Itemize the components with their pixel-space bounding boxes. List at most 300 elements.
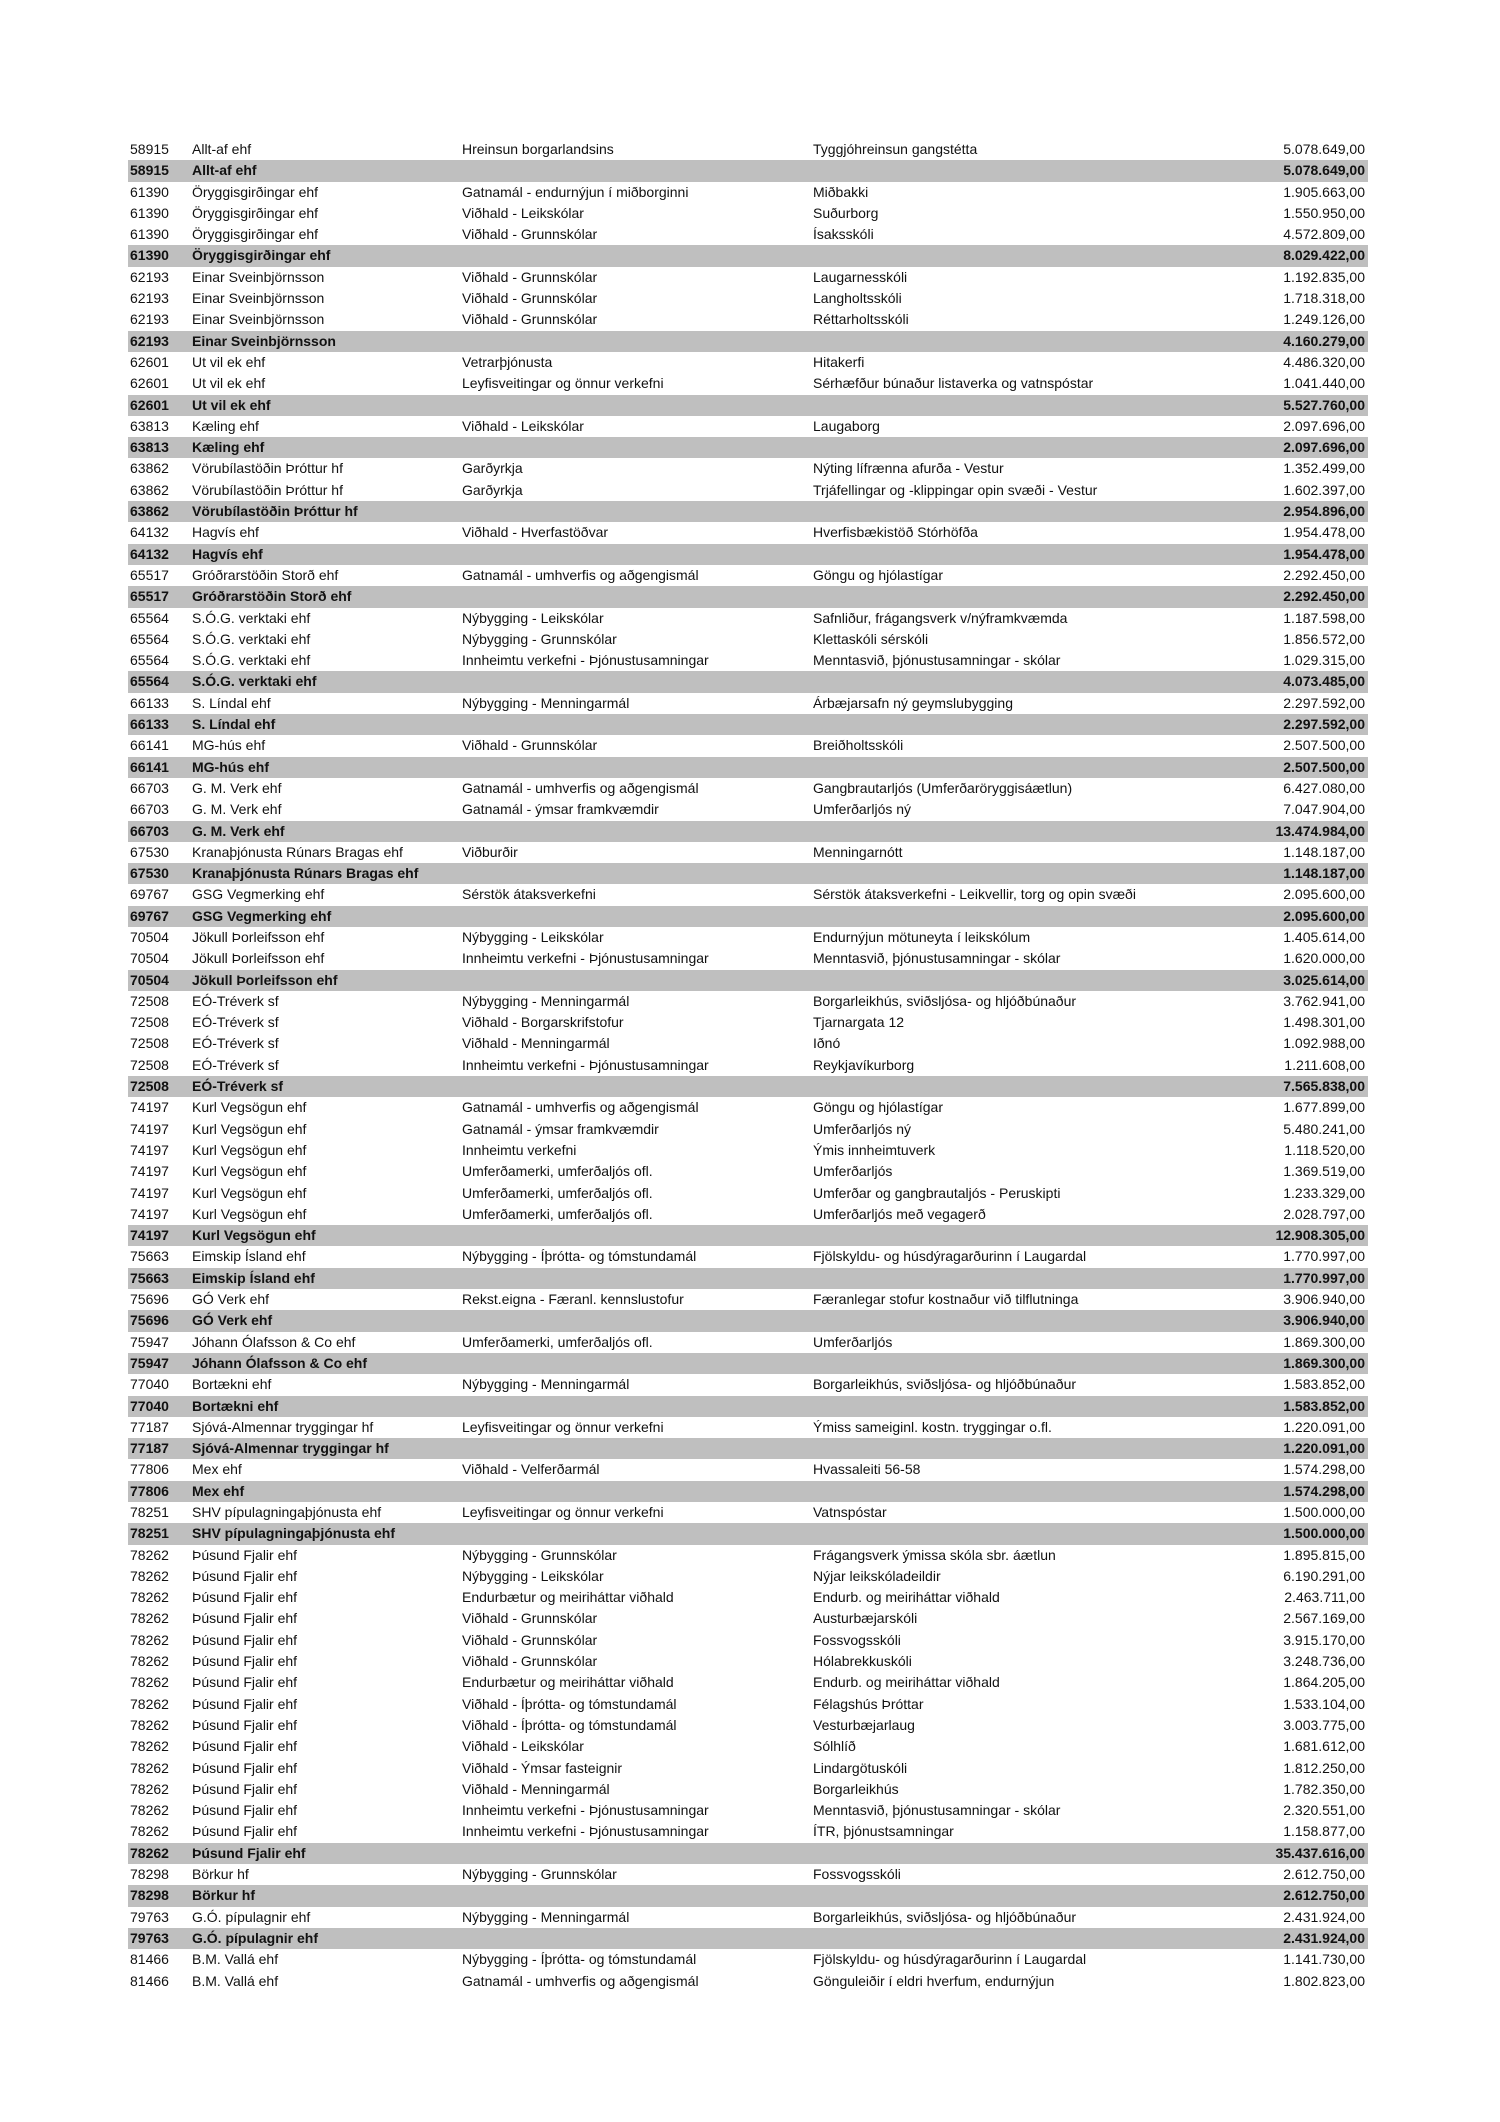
amount-cell: 2.507.500,00 (1283, 737, 1365, 754)
vendor-id-cell: 63862 (128, 501, 190, 522)
category-cell: Viðhald - Grunnskólar (462, 737, 598, 754)
category-cell (460, 160, 811, 181)
payments-table (128, 139, 1368, 1992)
vendor-total-row (128, 544, 1368, 565)
project-cell (811, 544, 1232, 565)
table-row (128, 480, 1368, 501)
amount-cell: 3.025.614,00 (1232, 970, 1368, 991)
vendor-total-row (128, 1396, 1368, 1417)
vendor-id-cell: 66133 (130, 694, 169, 711)
table-row (128, 991, 1368, 1012)
vendor-name-cell: S. Líndal ehf (190, 714, 460, 735)
vendor-name-cell: Allt-af ehf (190, 160, 460, 181)
category-cell (460, 671, 811, 692)
project-cell (811, 1885, 1232, 1906)
vendor-id-cell: 78262 (130, 1823, 169, 1840)
vendor-id-cell: 78298 (130, 1866, 169, 1883)
project-cell: Árbæjarsafn ný geymslubygging (813, 694, 1013, 711)
project-cell (811, 1928, 1232, 1949)
category-cell: Leyfisveitingar og önnur verkefni (462, 1504, 664, 1520)
amount-cell: 1.718.318,00 (1283, 290, 1365, 307)
vendor-id-cell: 78262 (128, 1843, 190, 1864)
project-cell: Laugarnesskóli (813, 268, 908, 285)
table-row (128, 267, 1368, 288)
vendor-name-cell: Ut vil ek ehf (190, 395, 460, 416)
amount-cell: 1.677.899,00 (1283, 1099, 1365, 1116)
table-row (128, 1736, 1368, 1757)
project-cell: Tjarnargata 12 (813, 1014, 905, 1031)
amount-cell: 1.905.663,00 (1283, 183, 1365, 200)
vendor-id-cell: 78262 (130, 1610, 169, 1627)
project-cell: Umferðarljós ný (813, 1120, 912, 1137)
vendor-name-cell: Ut vil ek ehf (192, 375, 266, 392)
amount-cell: 2.431.924,00 (1232, 1928, 1368, 1949)
project-cell (811, 1481, 1232, 1502)
amount-cell: 1.118.520,00 (1284, 1141, 1365, 1158)
amount-cell: 1.954.478,00 (1232, 544, 1368, 565)
category-cell: Nýbygging - Menningarmál (462, 1908, 630, 1925)
category-cell: Gatnamál - endurnýjun í miðborginni (462, 183, 689, 200)
project-cell: Fjölskyldu- og húsdýragarðurinn í Laugardal (813, 1248, 1087, 1265)
amount-cell: 13.474.984,00 (1232, 821, 1368, 842)
table-row (128, 842, 1368, 863)
vendor-total-row (128, 1310, 1368, 1331)
project-cell: Sérstök átaksverkefni - Leikvellir, torg og opin svæði (813, 886, 1136, 903)
category-cell (460, 1310, 811, 1331)
vendor-id-cell: 77806 (128, 1481, 190, 1502)
table-row (128, 1566, 1368, 1587)
table-row (128, 735, 1368, 756)
amount-cell: 2.954.896,00 (1232, 501, 1368, 522)
vendor-name-cell: Bortækni ehf (190, 1396, 460, 1417)
amount-cell: 3.762.941,00 (1283, 992, 1365, 1009)
vendor-total-row (128, 1076, 1368, 1097)
project-cell: Trjáfellingar og -klippingar opin svæði - Vestur (813, 481, 1098, 498)
vendor-name-cell: Kurl Vegsögun ehf (192, 1163, 307, 1180)
amount-cell: 2.292.450,00 (1232, 586, 1368, 607)
project-cell (811, 863, 1232, 884)
vendor-name-cell: Þúsund Fjalir ehf (192, 1716, 298, 1733)
category-cell (460, 1268, 811, 1289)
vendor-total-row (128, 1843, 1368, 1864)
vendor-name-cell: Þúsund Fjalir ehf (192, 1823, 298, 1840)
category-cell (460, 437, 811, 458)
category-cell: Viðhald - Íþrótta- og tómstundamál (462, 1716, 677, 1733)
category-cell: Nýbygging - Menningarmál (462, 1376, 630, 1393)
amount-cell: 7.047.904,00 (1283, 801, 1365, 818)
vendor-total-row (128, 501, 1368, 522)
vendor-name-cell: G.Ó. pípulagnir ehf (190, 1928, 460, 1949)
table-row (128, 1119, 1368, 1140)
category-cell (460, 821, 811, 842)
amount-cell: 1.856.572,00 (1283, 630, 1365, 647)
category-cell (460, 1396, 811, 1417)
vendor-name-cell: Vörubílastöðin Þróttur hf (192, 460, 343, 477)
vendor-id-cell: 65517 (128, 586, 190, 607)
project-cell: Nýjar leikskóladeildir (813, 1567, 941, 1584)
table-row (128, 1800, 1368, 1821)
category-cell (460, 1928, 811, 1949)
vendor-total-row (128, 906, 1368, 927)
vendor-name-cell: Þúsund Fjalir ehf (192, 1802, 298, 1819)
category-cell: Nýbygging - Leikskólar (462, 928, 604, 945)
vendor-id-cell: 63862 (130, 481, 169, 498)
table-row (128, 1183, 1368, 1204)
project-cell (811, 1523, 1232, 1544)
project-cell: Menntasvið, þjónustusamningar - skólar (813, 1802, 1061, 1819)
vendor-name-cell: Hagvís ehf (190, 544, 460, 565)
category-cell: Viðhald - Grunnskólar (462, 1631, 598, 1648)
vendor-name-cell: Sjóvá-Almennar tryggingar hf (190, 1438, 460, 1459)
project-cell: Ýmis innheimtuverk (813, 1141, 936, 1158)
vendor-name-cell: Þúsund Fjalir ehf (192, 1738, 298, 1755)
amount-cell: 1.812.250,00 (1283, 1759, 1365, 1776)
vendor-total-row (128, 1481, 1368, 1502)
table-row (128, 1332, 1368, 1353)
amount-cell: 1.550.950,00 (1283, 204, 1365, 221)
project-cell: Borgarleikhús, sviðsljósa- og hljóðbúnaður (813, 992, 1077, 1009)
vendor-id-cell: 74197 (128, 1225, 190, 1246)
vendor-name-cell: S.Ó.G. verktaki ehf (192, 609, 311, 626)
category-cell: Viðhald - Hverfastöðvar (462, 524, 609, 541)
category-cell: Viðhald - Leikskólar (462, 417, 584, 434)
category-cell: Umferðamerki, umferðaljós ofl. (462, 1184, 653, 1201)
category-cell: Viðhald - Grunnskólar (462, 1653, 598, 1670)
vendor-name-cell: Einar Sveinbjörnsson (192, 290, 325, 307)
project-cell: ÍTR, þjónustsamningar (813, 1823, 954, 1840)
project-cell: Hólabrekkuskóli (813, 1653, 912, 1670)
table-row (128, 182, 1368, 203)
category-cell: Umferðamerki, umferðaljós ofl. (462, 1333, 653, 1350)
project-cell: Sérhæfður búnaður listaverka og vatnspóstar (813, 375, 1094, 392)
vendor-name-cell: Mex ehf (190, 1481, 460, 1502)
vendor-name-cell: Eimskip Ísland ehf (192, 1248, 306, 1265)
vendor-name-cell: Börkur hf (192, 1866, 249, 1883)
vendor-id-cell: 78262 (130, 1695, 169, 1712)
vendor-name-cell: Einar Sveinbjörnsson (190, 331, 460, 352)
vendor-id-cell: 67530 (128, 863, 190, 884)
vendor-name-cell: Einar Sveinbjörnsson (192, 268, 325, 285)
vendor-id-cell: 81466 (130, 1951, 169, 1968)
category-cell: Gatnamál - umhverfis og aðgengismál (462, 1099, 699, 1116)
table-row (128, 1779, 1368, 1800)
vendor-name-cell: EÓ-Tréverk sf (190, 1076, 460, 1097)
vendor-id-cell: 75696 (128, 1310, 190, 1331)
category-cell: Nýbygging - Menningarmál (462, 694, 630, 711)
project-cell: Fossvogsskóli (813, 1631, 901, 1648)
category-cell: Endurbætur og meiriháttar viðhald (462, 1674, 674, 1691)
amount-cell: 1.869.300,00 (1283, 1333, 1365, 1350)
table-row (128, 203, 1368, 224)
vendor-id-cell: 78262 (130, 1653, 169, 1670)
amount-cell: 2.612.750,00 (1232, 1885, 1368, 1906)
vendor-id-cell: 74197 (130, 1205, 169, 1222)
project-cell: Umferðarljós ný (813, 801, 912, 818)
project-cell (811, 1076, 1232, 1097)
amount-cell: 1.500.000,00 (1232, 1523, 1368, 1544)
project-cell (811, 1225, 1232, 1246)
amount-cell: 2.297.592,00 (1283, 694, 1365, 711)
category-cell: Viðhald - Borgarskrifstofur (462, 1014, 624, 1031)
project-cell: Miðbakki (813, 183, 869, 200)
amount-cell: 1.141.730,00 (1283, 1951, 1365, 1968)
vendor-id-cell: 66703 (128, 821, 190, 842)
table-row (128, 1672, 1368, 1693)
vendor-total-row (128, 714, 1368, 735)
amount-cell: 1.574.298,00 (1232, 1481, 1368, 1502)
vendor-name-cell: Jóhann Ólafsson & Co ehf (192, 1333, 356, 1350)
table-row (128, 1097, 1368, 1118)
vendor-name-cell: Mex ehf (192, 1461, 242, 1478)
project-cell: Menntasvið, þjónustusamningar - skólar (813, 950, 1061, 967)
vendor-name-cell: GÓ Verk ehf (190, 1310, 460, 1331)
vendor-total-row (128, 1225, 1368, 1246)
category-cell: Viðhald - Grunnskólar (462, 268, 598, 285)
vendor-id-cell: 62193 (130, 290, 169, 307)
category-cell (460, 586, 811, 607)
table-row (128, 1864, 1368, 1885)
vendor-name-cell: SHV pípulagningaþjónusta ehf (190, 1523, 460, 1544)
amount-cell: 1.092.988,00 (1283, 1035, 1365, 1052)
amount-cell: 4.486.320,00 (1283, 353, 1365, 370)
vendor-id-cell: 74197 (130, 1163, 169, 1180)
category-cell (460, 544, 811, 565)
vendor-id-cell: 61390 (128, 245, 190, 266)
vendor-total-row (128, 586, 1368, 607)
table-row (128, 1204, 1368, 1225)
project-cell: Hitakerfi (813, 353, 865, 370)
project-cell: Vesturbæjarlaug (813, 1716, 915, 1733)
project-cell: Lindargötuskóli (813, 1759, 908, 1776)
project-cell (811, 714, 1232, 735)
vendor-total-row (128, 1438, 1368, 1459)
vendor-id-cell: 78262 (130, 1780, 169, 1797)
vendor-id-cell: 74197 (130, 1099, 169, 1116)
project-cell: Laugaborg (813, 417, 880, 434)
vendor-total-row (128, 863, 1368, 884)
amount-cell: 1.029.315,00 (1283, 652, 1365, 669)
table-row (128, 1971, 1368, 1992)
amount-cell: 1.220.091,00 (1283, 1418, 1365, 1435)
category-cell: Viðhald - Grunnskólar (462, 226, 598, 243)
category-cell: Vetrarþjónusta (462, 353, 553, 370)
vendor-name-cell: Þúsund Fjalir ehf (192, 1695, 298, 1712)
category-cell: Nýbygging - Íþrótta- og tómstundamál (462, 1248, 697, 1265)
table-row (128, 522, 1368, 543)
vendor-id-cell: 78262 (130, 1589, 169, 1606)
amount-cell: 3.906.940,00 (1283, 1291, 1365, 1308)
vendor-id-cell: 61390 (130, 204, 169, 221)
table-row (128, 884, 1368, 905)
amount-cell: 5.078.649,00 (1283, 141, 1365, 157)
project-cell: Menningarnótt (813, 843, 903, 860)
vendor-name-cell: Þúsund Fjalir ehf (192, 1610, 298, 1627)
category-cell: Gatnamál - ýmsar framkvæmdir (462, 1120, 659, 1137)
category-cell: Viðhald - Grunnskólar (462, 311, 598, 328)
project-cell: Endurb. og meiriháttar viðhald (813, 1589, 1000, 1606)
vendor-id-cell: 77040 (128, 1396, 190, 1417)
vendor-id-cell: 64132 (130, 524, 169, 541)
vendor-name-cell: Börkur hf (190, 1885, 460, 1906)
project-cell (811, 970, 1232, 991)
category-cell (460, 1523, 811, 1544)
amount-cell: 2.292.450,00 (1283, 566, 1365, 583)
vendor-id-cell: 74197 (130, 1120, 169, 1137)
amount-cell: 1.369.519,00 (1283, 1163, 1365, 1180)
vendor-id-cell: 78262 (130, 1567, 169, 1584)
amount-cell: 1.583.852,00 (1232, 1396, 1368, 1417)
category-cell: Viðburðir (462, 843, 518, 860)
amount-cell: 1.954.478,00 (1283, 524, 1365, 541)
amount-cell: 1.869.300,00 (1232, 1353, 1368, 1374)
vendor-id-cell: 70504 (130, 928, 169, 945)
category-cell: Garðyrkja (462, 481, 523, 498)
amount-cell: 2.507.500,00 (1232, 757, 1368, 778)
project-cell (811, 395, 1232, 416)
category-cell: Viðhald - Menningarmál (462, 1035, 610, 1052)
vendor-id-cell: 66703 (130, 779, 169, 796)
table-row (128, 373, 1368, 394)
amount-cell: 1.220.091,00 (1232, 1438, 1368, 1459)
category-cell (460, 1353, 811, 1374)
amount-cell: 1.352.499,00 (1283, 460, 1365, 477)
vendor-id-cell: 69767 (130, 886, 169, 903)
category-cell: Viðhald - Leikskólar (462, 204, 584, 221)
vendor-name-cell: G. M. Verk ehf (192, 779, 282, 796)
vendor-id-cell: 75947 (130, 1333, 169, 1350)
vendor-name-cell: Kurl Vegsögun ehf (190, 1225, 460, 1246)
vendor-id-cell: 75947 (128, 1353, 190, 1374)
vendor-name-cell: Einar Sveinbjörnsson (192, 311, 325, 328)
project-cell: Réttarholtsskóli (813, 311, 909, 328)
vendor-id-cell: 63813 (128, 437, 190, 458)
table-row (128, 1417, 1368, 1438)
category-cell: Garðyrkja (462, 460, 523, 477)
vendor-name-cell: Þúsund Fjalir ehf (192, 1653, 298, 1670)
project-cell: Ýmiss sameiginl. kostn. tryggingar o.fl. (813, 1418, 1052, 1435)
amount-cell: 5.078.649,00 (1232, 160, 1368, 181)
vendor-id-cell: 78262 (130, 1802, 169, 1819)
vendor-id-cell: 65564 (128, 671, 190, 692)
project-cell: Göngu og hjólastígar (813, 566, 943, 583)
vendor-name-cell: MG-hús ehf (190, 757, 460, 778)
project-cell (811, 245, 1232, 266)
project-cell: Iðnó (813, 1035, 841, 1052)
vendor-total-row (128, 1885, 1368, 1906)
vendor-total-row (128, 160, 1368, 181)
vendor-id-cell: 62601 (130, 353, 169, 370)
table-row (128, 778, 1368, 799)
amount-cell: 12.908.305,00 (1232, 1225, 1368, 1246)
project-cell (811, 1843, 1232, 1864)
vendor-name-cell: B.M. Vallá ehf (192, 1972, 279, 1989)
table-row (128, 416, 1368, 437)
amount-cell: 2.463.711,00 (1284, 1589, 1365, 1606)
category-cell: Gatnamál - ýmsar framkvæmdir (462, 801, 659, 818)
category-cell: Nýbygging - Leikskólar (462, 609, 604, 626)
category-cell: Umferðamerki, umferðaljós ofl. (462, 1163, 653, 1180)
table-row (128, 1821, 1368, 1842)
category-cell (460, 1481, 811, 1502)
project-cell: Færanlegar stofur kostnaður við tilflutninga (813, 1291, 1079, 1308)
table-row (128, 1694, 1368, 1715)
amount-cell: 2.297.592,00 (1232, 714, 1368, 735)
vendor-id-cell: 78262 (130, 1631, 169, 1648)
project-cell: Borgarleikhús (813, 1780, 899, 1797)
vendor-name-cell: S.Ó.G. verktaki ehf (192, 652, 311, 669)
category-cell: Nýbygging - Íþrótta- og tómstundamál (462, 1951, 697, 1968)
category-cell: Umferðamerki, umferðaljós ofl. (462, 1205, 653, 1222)
amount-cell: 1.148.187,00 (1283, 843, 1365, 860)
vendor-name-cell: SHV pípulagningaþjónusta ehf (192, 1504, 382, 1520)
vendor-name-cell: MG-hús ehf (192, 737, 266, 754)
vendor-id-cell: 78262 (130, 1716, 169, 1733)
category-cell: Gatnamál - umhverfis og aðgengismál (462, 779, 699, 796)
vendor-total-row (128, 1353, 1368, 1374)
category-cell: Viðhald - Velferðarmál (462, 1461, 600, 1478)
project-cell: Endurb. og meiriháttar viðhald (813, 1674, 1000, 1691)
category-cell (460, 245, 811, 266)
amount-cell: 1.583.852,00 (1283, 1376, 1365, 1393)
vendor-total-row (128, 757, 1368, 778)
vendor-id-cell: 78262 (130, 1546, 169, 1563)
project-cell (811, 437, 1232, 458)
vendor-id-cell: 62193 (128, 331, 190, 352)
amount-cell: 2.320.551,00 (1283, 1802, 1365, 1819)
vendor-name-cell: Eimskip Ísland ehf (190, 1268, 460, 1289)
amount-cell: 1.211.608,00 (1284, 1056, 1365, 1073)
vendor-name-cell: EÓ-Tréverk sf (192, 1035, 279, 1052)
table-row (128, 1459, 1368, 1480)
vendor-name-cell: Kurl Vegsögun ehf (192, 1141, 307, 1158)
vendor-id-cell: 78262 (130, 1674, 169, 1691)
vendor-id-cell: 72508 (128, 1076, 190, 1097)
vendor-id-cell: 72508 (130, 1056, 169, 1073)
amount-cell: 6.190.291,00 (1283, 1567, 1365, 1584)
project-cell: Gangbrautarljós (Umferðaröryggisáætlun) (813, 779, 1073, 796)
amount-cell: 7.565.838,00 (1232, 1076, 1368, 1097)
vendor-id-cell: 78251 (130, 1504, 169, 1520)
category-cell: Nýbygging - Grunnskólar (462, 1546, 617, 1563)
category-cell (460, 1438, 811, 1459)
table-row (128, 927, 1368, 948)
amount-cell: 1.158.877,00 (1283, 1823, 1365, 1840)
vendor-name-cell: Hagvís ehf (192, 524, 259, 541)
vendor-name-cell: Jökull Þorleifsson ehf (192, 950, 325, 967)
amount-cell: 2.097.696,00 (1232, 437, 1368, 458)
category-cell: Viðhald - Ýmsar fasteignir (462, 1759, 623, 1776)
vendor-id-cell: 70504 (130, 950, 169, 967)
vendor-name-cell: Þúsund Fjalir ehf (192, 1674, 298, 1691)
amount-cell: 2.028.797,00 (1283, 1205, 1365, 1222)
category-cell: Viðhald - Menningarmál (462, 1780, 610, 1797)
table-row (128, 139, 1368, 160)
project-cell: Suðurborg (813, 204, 879, 221)
amount-cell: 2.095.600,00 (1232, 906, 1368, 927)
category-cell: Leyfisveitingar og önnur verkefni (462, 375, 664, 392)
category-cell: Innheimtu verkefni - Þjónustusamningar (462, 652, 709, 669)
project-cell: Ísaksskóli (813, 226, 874, 243)
amount-cell: 2.095.600,00 (1283, 886, 1365, 903)
project-cell (811, 160, 1232, 181)
vendor-id-cell: 77187 (128, 1438, 190, 1459)
project-cell (811, 1396, 1232, 1417)
vendor-total-row (128, 1523, 1368, 1544)
vendor-name-cell: GSG Vegmerking ehf (192, 886, 325, 903)
category-cell (460, 1225, 811, 1246)
project-cell: Hvassaleiti 56-58 (813, 1461, 921, 1478)
vendor-id-cell: 66141 (130, 737, 169, 754)
